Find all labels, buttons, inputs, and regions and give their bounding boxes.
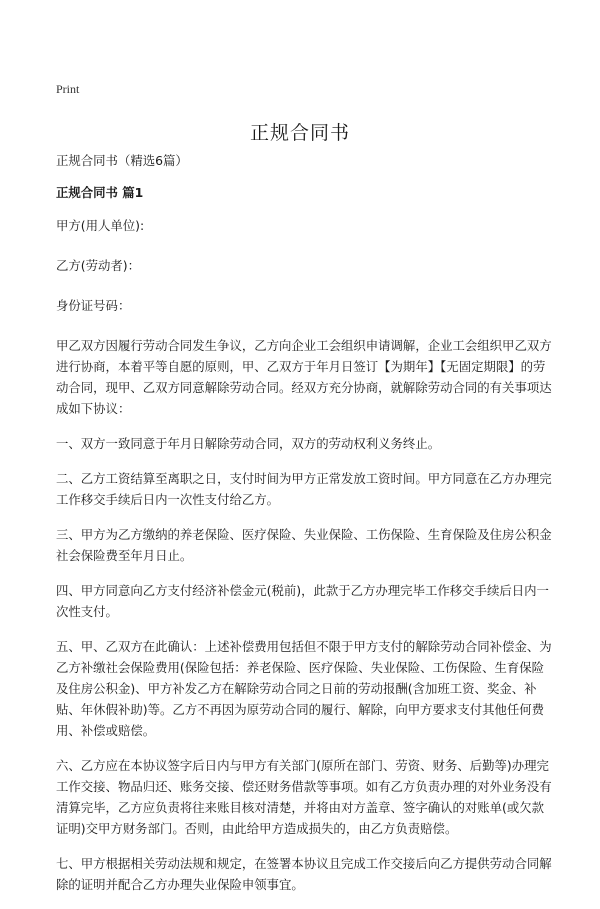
employer-field: 甲方(用人单位): (56, 218, 145, 233)
print-label: Print (56, 82, 80, 96)
paragraph-intro: 甲乙双方因履行劳动合同发生争议，乙方向企业工会组织申请调解，企业工会组织甲乙双方进行协商，本着平等自愿的原则，甲、乙双方于年月日签订【为期年】【无固定期限】的劳动合同，现甲、乙双方同意解除劳动合同。经双方充分协商，就解除劳动合同的有关事项达成如下协议： (56, 338, 552, 416)
clause-7: 七、甲方根据相关劳动法规和规定，在签署本协议且完成工作交接后向乙方提供劳动合同解除的证明并配合乙方办理失业保险申领事宜。 (56, 856, 552, 892)
id-number-field: 身份证号码： (56, 298, 131, 313)
employee-field: 乙方(劳动者)： (56, 258, 141, 273)
document-subtitle: 正规合同书（精选6篇） (56, 153, 188, 168)
document-body (56, 150, 556, 909)
clause-4: 四、甲方同意向乙方支付经济补偿金元(税前)，此款于乙方办理完毕工作移交手续后日内一次性支付。 (56, 583, 549, 619)
section-heading: 正规合同书 篇1 (56, 185, 144, 200)
clause-6: 六、乙方应在本协议签字后日内与甲方有关部门(原所在部门、劳资、财务、后勤等)办理完工作交接、物品归还、账务交接、偿还财务借款等事项。如有乙方负责办理的对外业务没有清算完毕，乙方应负责将往来账目核对清楚，并将由对方盖章、签字确认的对账单(或欠款证明)交甲方财务部门。否则，由此给甲方造成损失的，由乙方负责赔偿。 (56, 758, 552, 836)
clause-1: 一、双方一致同意于年月日解除劳动合同，双方的劳动权利义务终止。 (56, 436, 441, 451)
clause-3: 三、甲方为乙方缴纳的养老保险、医疗保险、失业保险、工伤保险、生育保险及住房公积金社会保险费至年月日止。 (56, 527, 552, 563)
document-title: 正规合同书 (249, 122, 350, 144)
clause-2: 二、乙方工资结算至离职之日，支付时间为甲方正常发放工资时间。甲方同意在乙方办理完工作移交手续后日内一次性支付给乙方。 (56, 471, 552, 507)
clause-5: 五、甲、乙双方在此确认：上述补偿费用包括但不限于甲方支付的解除劳动合同补偿金、为乙方补缴社会保险费用(保险包括：养老保险、医疗保险、失业保险、工伤保险、生育保险及住房公积金)、甲方补发乙方在解除劳动合同之日前的劳动报酬(含加班工资、奖金、补贴、年休假补助)等。乙方不再因为原劳动合同的履行、解除，向甲方要求支付其他任何费用、补偿或赔偿。 (56, 639, 552, 738)
